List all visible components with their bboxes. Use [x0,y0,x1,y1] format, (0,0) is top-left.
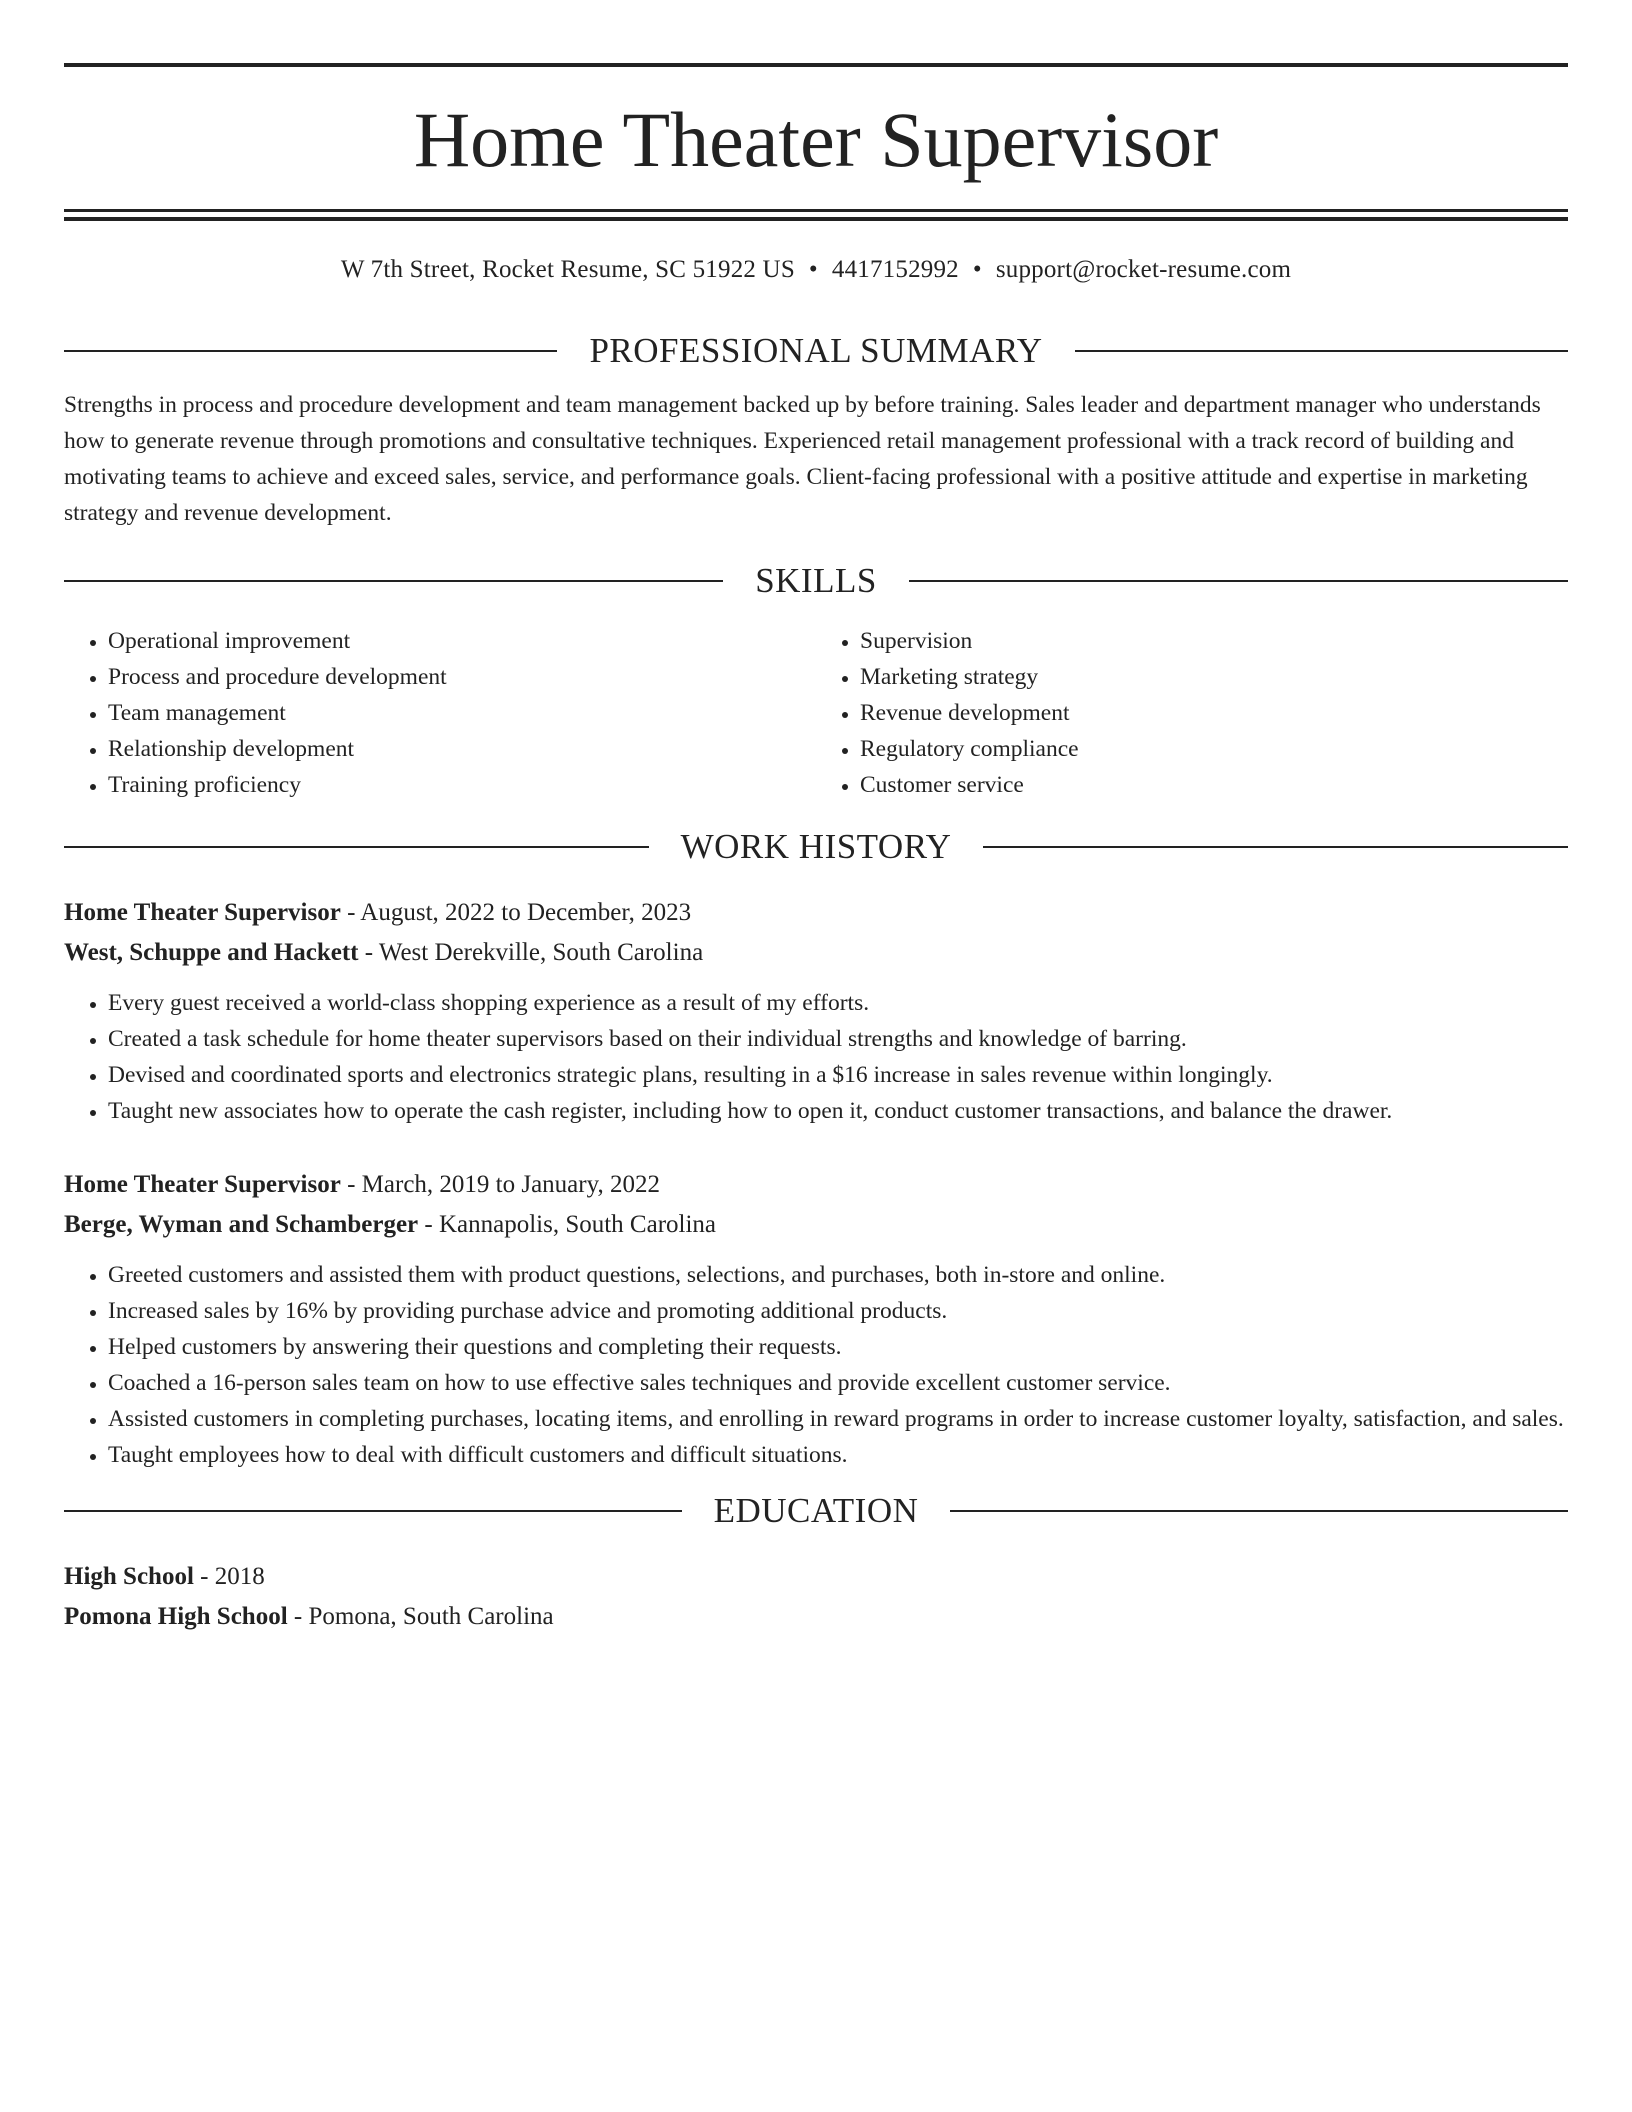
job-bullet: • Coached a 16-person sales team on how to use effective sales techniques and provide excellent customer service. [108,1365,1568,1401]
skill-item: • Team management [108,695,816,731]
job-dates: - March, 2019 to January, 2022 [340,1171,660,1198]
heading-rule-left [64,1510,682,1512]
title-double-rule [64,209,1568,221]
skill-item: • Relationship development [108,731,816,767]
job-bullet: • Helped customers by answering their questions and completing their requests. [108,1329,1568,1365]
job-bullet: • Greeted customers and assisted them with product questions, selections, and purchases, both in-store and online. [108,1257,1568,1293]
heading-rule-left [64,350,557,352]
contact-email[interactable]: support@rocket-resume.com [995,256,1292,283]
skills-section-heading [64,561,1568,601]
job-location: - West Derekville, South Carolina [358,939,704,966]
skill-item: • Operational improvement [108,623,816,659]
skill-item: • Process and procedure development [108,659,816,695]
education-school-line [64,1597,1568,1637]
education-school: Pomona High School [64,1603,288,1630]
education-degree: High School [64,1563,194,1590]
skill-item: • Customer service [860,767,1568,803]
summary-heading-label: PROFESSIONAL SUMMARY [589,331,1043,370]
contact-separator: • [972,256,982,283]
job-title: Home Theater Supervisor [64,1171,341,1198]
contact-separator: • [808,256,818,283]
education-year: - 2018 [193,1563,265,1590]
heading-rule-right [909,580,1568,582]
heading-rule-right [983,846,1568,848]
work-heading-label: WORK HISTORY [680,827,952,866]
job-title-line [64,893,1568,933]
heading-rule-left [64,580,723,582]
job-bullets [64,985,1568,1129]
education-location: - Pomona, South Carolina [287,1603,554,1630]
skill-item: • Revenue development [860,695,1568,731]
skill-item: • Supervision [860,623,1568,659]
job-bullet: • Created a task schedule for home theater supervisors based on their individual strengths and knowledge of barring. [108,1021,1568,1057]
summary-section-heading [64,331,1568,371]
job-company: West, Schuppe and Hackett [64,939,359,966]
job-location: - Kannapolis, South Carolina [418,1211,717,1238]
heading-rule-right [950,1510,1568,1512]
education-section-heading [64,1491,1568,1531]
summary-text: Strengths in process and procedure development and team management backed up by before training. Sales leader and department manager who understands how to generate revenue through promotions and consultative techniques. Experienced retail management professional with a track record of building and motivating teams to achieve and exceed sales, service, and performance goals. Client-facing professional with a positive attitude and expertise in marketing strategy and revenue development. [64,392,1541,526]
job-entry [64,1165,1568,1473]
education-degree-line [64,1557,1568,1597]
job-title: Home Theater Supervisor [64,899,341,926]
job-bullets [64,1257,1568,1473]
top-rule [64,63,1568,67]
job-bullet: • Assisted customers in completing purchases, locating items, and enrolling in reward programs in order to increase customer loyalty, satisfaction, and sales. [108,1401,1568,1437]
skill-item: • Regulatory compliance [860,731,1568,767]
skill-item: • Marketing strategy [860,659,1568,695]
contact-phone[interactable]: 4417152992 [831,256,959,283]
job-dates: - August, 2022 to December, 2023 [340,899,692,926]
education-entry [64,1557,1568,1637]
job-bullet: • Taught new associates how to operate the cash register, including how to open it, conduct customer transactions, and balance the drawer. [108,1093,1568,1129]
skills-list [64,623,1568,803]
job-title-line [64,1165,1568,1205]
skills-column-left [64,623,816,803]
job-company: Berge, Wyman and Schamberger [64,1211,419,1238]
job-bullet: • Increased sales by 16% by providing purchase advice and promoting additional products. [108,1293,1568,1329]
work-section-heading [64,827,1568,867]
contact-address: W 7th Street, Rocket Resume, SC 51922 US [340,256,795,283]
contact-line [64,255,1568,285]
heading-rule-left [64,846,649,848]
job-bullet: • Every guest received a world-class shopping experience as a result of my efforts. [108,985,1568,1021]
heading-rule-right [1075,350,1568,352]
resume-title: Home Theater Supervisor [413,96,1219,183]
job-bullet: • Devised and coordinated sports and electronics strategic plans, resulting in a $16 increase in sales revenue within longingly. [108,1057,1568,1093]
skills-column-right [816,623,1568,803]
job-company-line [64,933,1568,973]
job-entry [64,893,1568,1129]
skills-heading-label: SKILLS [755,561,877,600]
job-bullet: • Taught employees how to deal with difficult customers and difficult situations. [108,1437,1568,1473]
skill-item: • Training proficiency [108,767,816,803]
job-company-line [64,1205,1568,1245]
education-heading-label: EDUCATION [713,1491,919,1530]
